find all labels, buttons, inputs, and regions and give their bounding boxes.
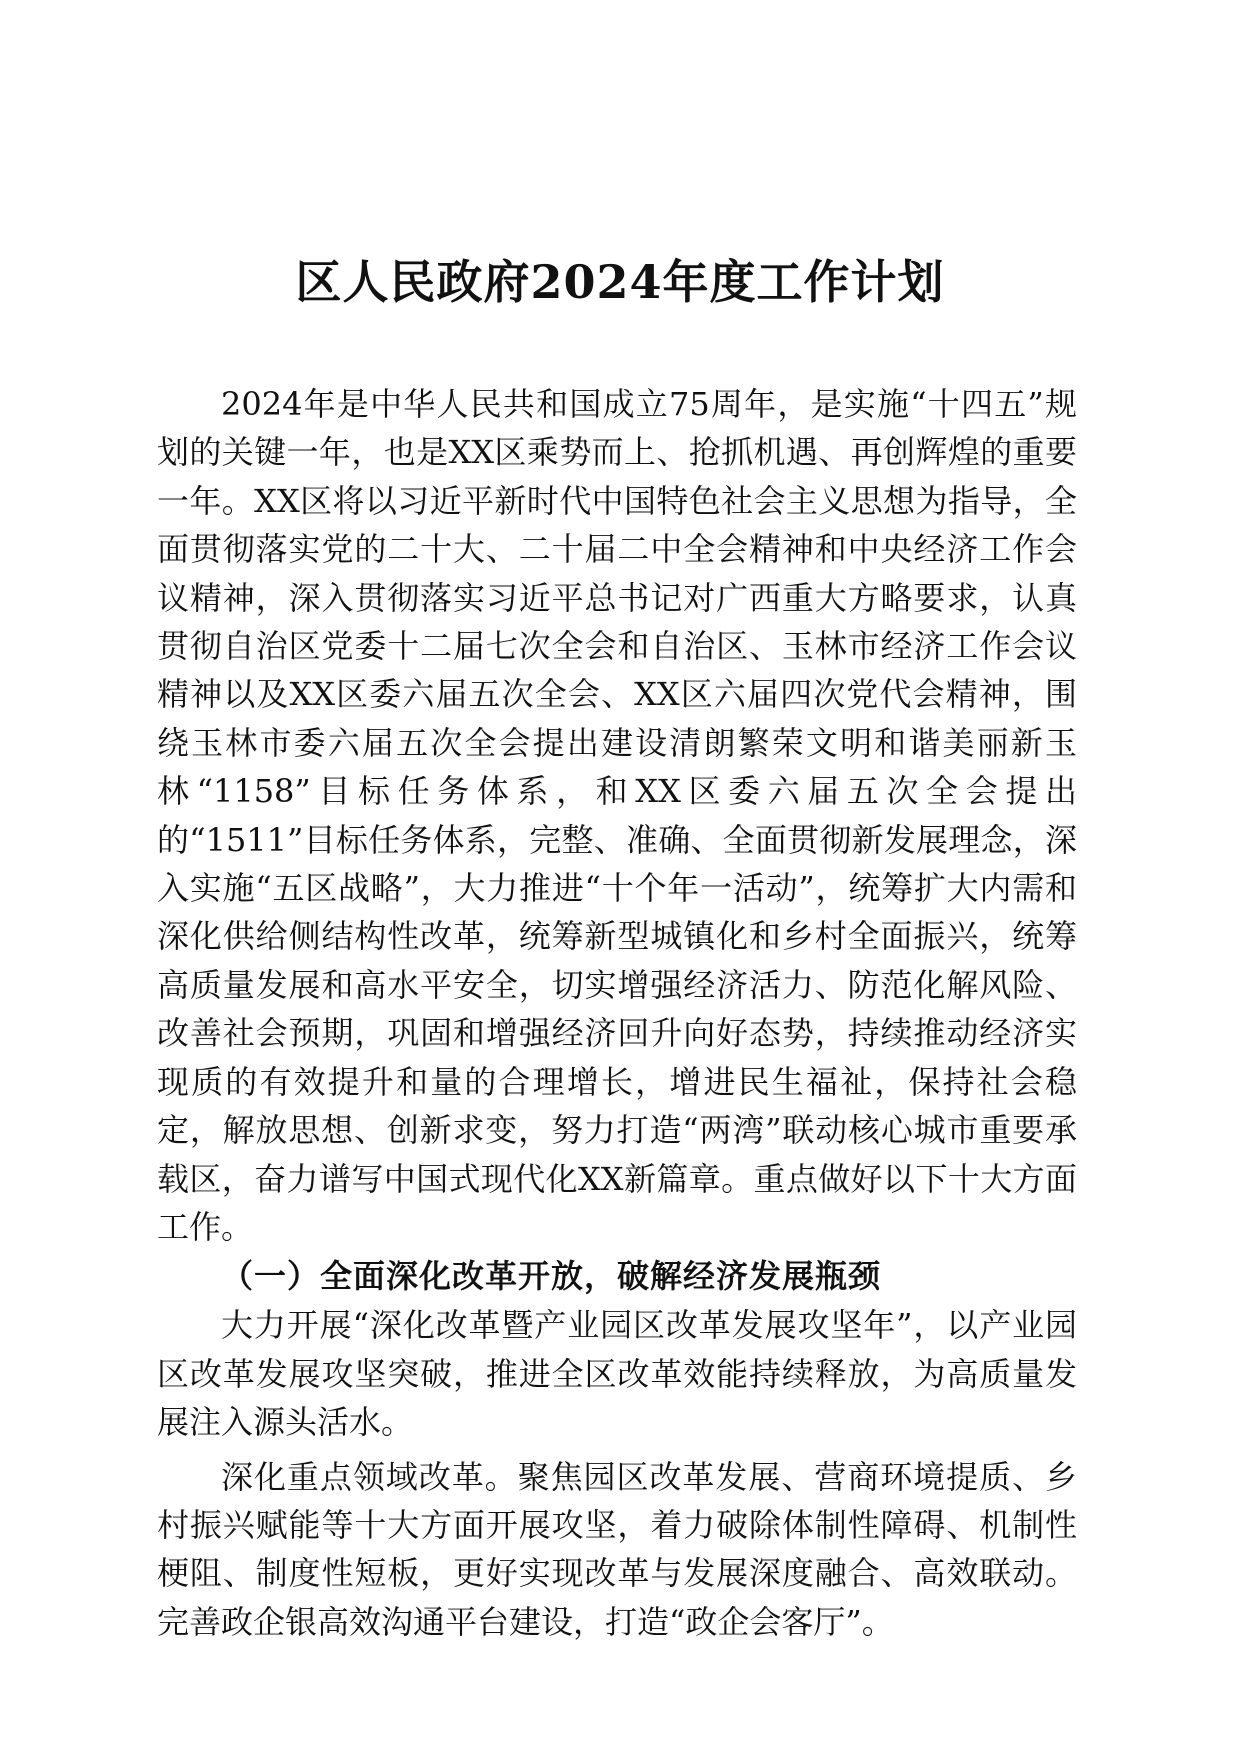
- section-heading: （一）全面深化改革开放，破解经济发展瓶颈: [221, 1257, 882, 1296]
- document-title: 区人民政府2024年度工作计划: [295, 255, 945, 309]
- intro-paragraph: 2024年是中华人民共和国成立75周年，是实施“十四五”规划的关键一年，也是XX区乘势而上、抢抓机遇、再创辉煌的重要一年。XX区将以习近平新时代中国特色社会主义思想为指导，全面贯彻落实党的二十大、二十届二中全会精神和中央经济工作会议精神，深入贯彻落实习近平总书记对广西重大方略要求，认真贯彻自治区党委十二届七次全会和自治区、玉林市经济工作会议精神以及XX区委六届五次全会、XX区六届四次党代会精神，围绕玉林市委六届五次全会提出建设清朗繁荣文明和谐美丽新玉林“1158”目标任务体系，和XX区委六届五次全会提出的“1511”目标任务体系，完整、准确、全面贯彻新发展理念，深入实施“五区战略”，大力推进“十个年一活动”，统筹扩大内需和深化供给侧结构性改革，统筹新型城镇化和乡村全面振兴，统筹高质量发展和高水平安全，切实增强经济活力、防范化解风险、改善社会预期，巩固和增强经济回升向好态势，持续推动经济实现质的有效提升和量的合理增长，增进民生福祉，保持社会稳定，解放思想、创新求变，努力打造“两湾”联动核心城市重要承载区，奋力谱写中国式现代化XX新篇章。重点做好以下十大方面工作。: [157, 385, 1077, 1246]
- section-paragraph: 深化重点领域改革。聚焦园区改革发展、营商环境提质、乡村振兴赋能等十大方面开展攻坚，着力破除体制性障碍、机制性梗阻、制度性短板，更好实现改革与发展深度融合、高效联动。完善政企银高效沟通平台建设，打造“政企会客厅”。: [157, 1457, 1077, 1641]
- section-paragraph: 大力开展“深化改革暨产业园区改革发展攻坚年”，以产业园区改革发展攻坚突破，推进全区改革效能持续释放，为高质量发展注入源头活水。: [157, 1306, 1077, 1442]
- document-body: [157, 380, 1077, 1646]
